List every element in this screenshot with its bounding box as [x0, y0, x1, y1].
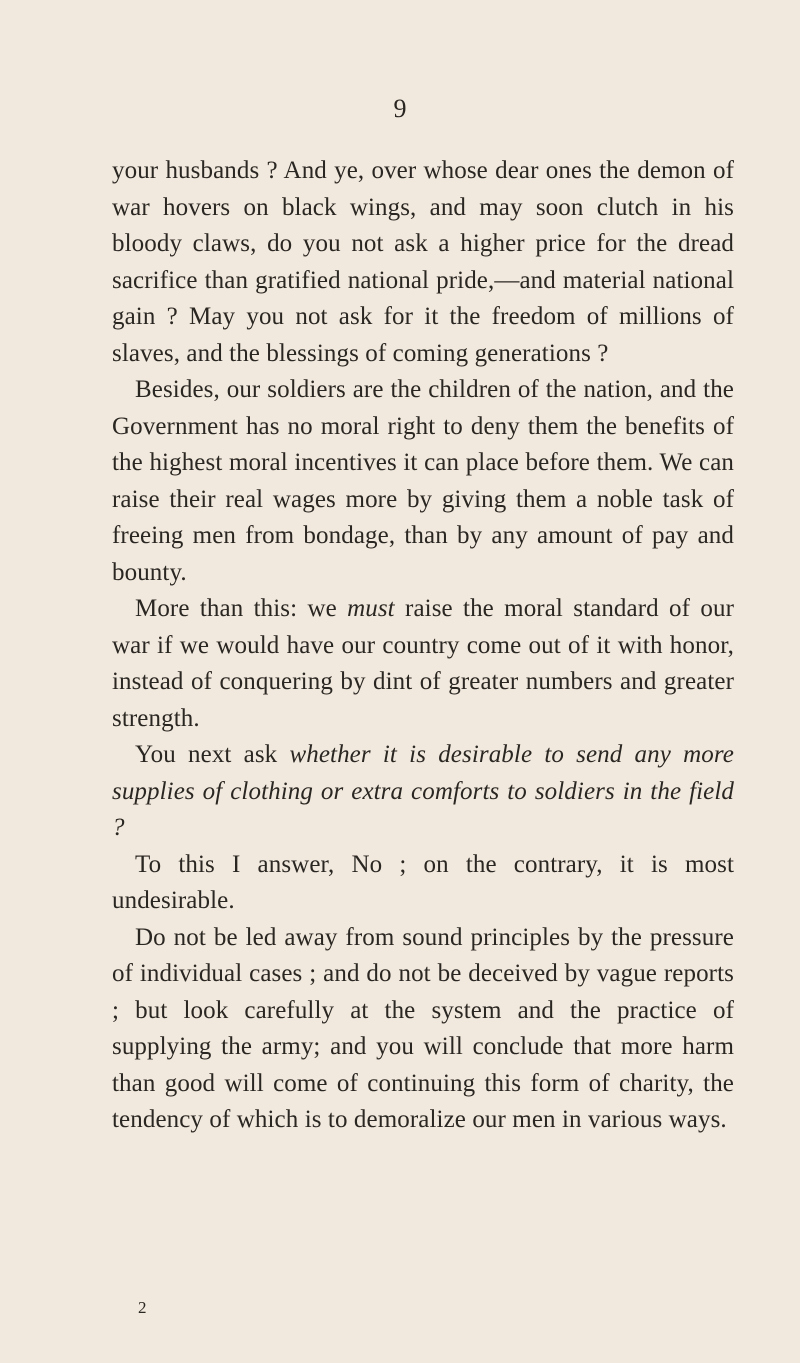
text-segment: Besides, our soldiers are the children of the nation, and the Government has no moral right to deny them the benefits of the highest moral incentives it can place before them. We can raise their real wages more by giving them a noble task of freeing men from bondage, than by any amount of pay and bounty. [112, 376, 734, 586]
body-text [112, 153, 734, 1139]
text-segment: raise the moral standard of our war if we would have our country come out of it with honor, instead of conquering by dint of greater numbers and greater strength. [112, 595, 734, 732]
text-segment: To this I answer, No ; on the contrary, it is most undesirable. [112, 850, 734, 914]
paragraph-soldiers-children [112, 372, 734, 591]
paragraph-answer-no [112, 847, 734, 920]
paragraph-moral-standard [112, 591, 734, 737]
text-segment: More than this: we [135, 595, 348, 622]
italic-text: whether it is desirable to send any more supplies of clothing or extra comforts to soldiers in the field ? [112, 741, 734, 841]
signature-mark: 2 [138, 1298, 147, 1317]
paragraph-sound-principles [112, 920, 734, 1139]
text-segment: your husbands ? And ye, over whose dear ones the demon of war hovers on black wings, and may soon clutch in his bloody claws, do you not ask a higher price for the dread sacrifice than gratified national pride,—and material national gain ? May you not ask for it the freedom of millions of slaves, and the blessings of coming generations ? [112, 157, 734, 367]
text-segment: Do not be led away from sound principles by the pressure of individual cases ; and do not be deceived by vague reports ; but look carefully at the system and the practice of supplying the army; and you will conclude that more harm than good will come of continuing this form of charity, the tendency of which is to demoralize our men in various ways. [112, 923, 734, 1133]
page-number: 9 [393, 94, 407, 123]
italic-text: must [347, 595, 395, 622]
paragraph-question-supplies [112, 737, 734, 847]
text-segment: You next ask [135, 741, 290, 768]
paragraph-husbands [112, 153, 734, 372]
